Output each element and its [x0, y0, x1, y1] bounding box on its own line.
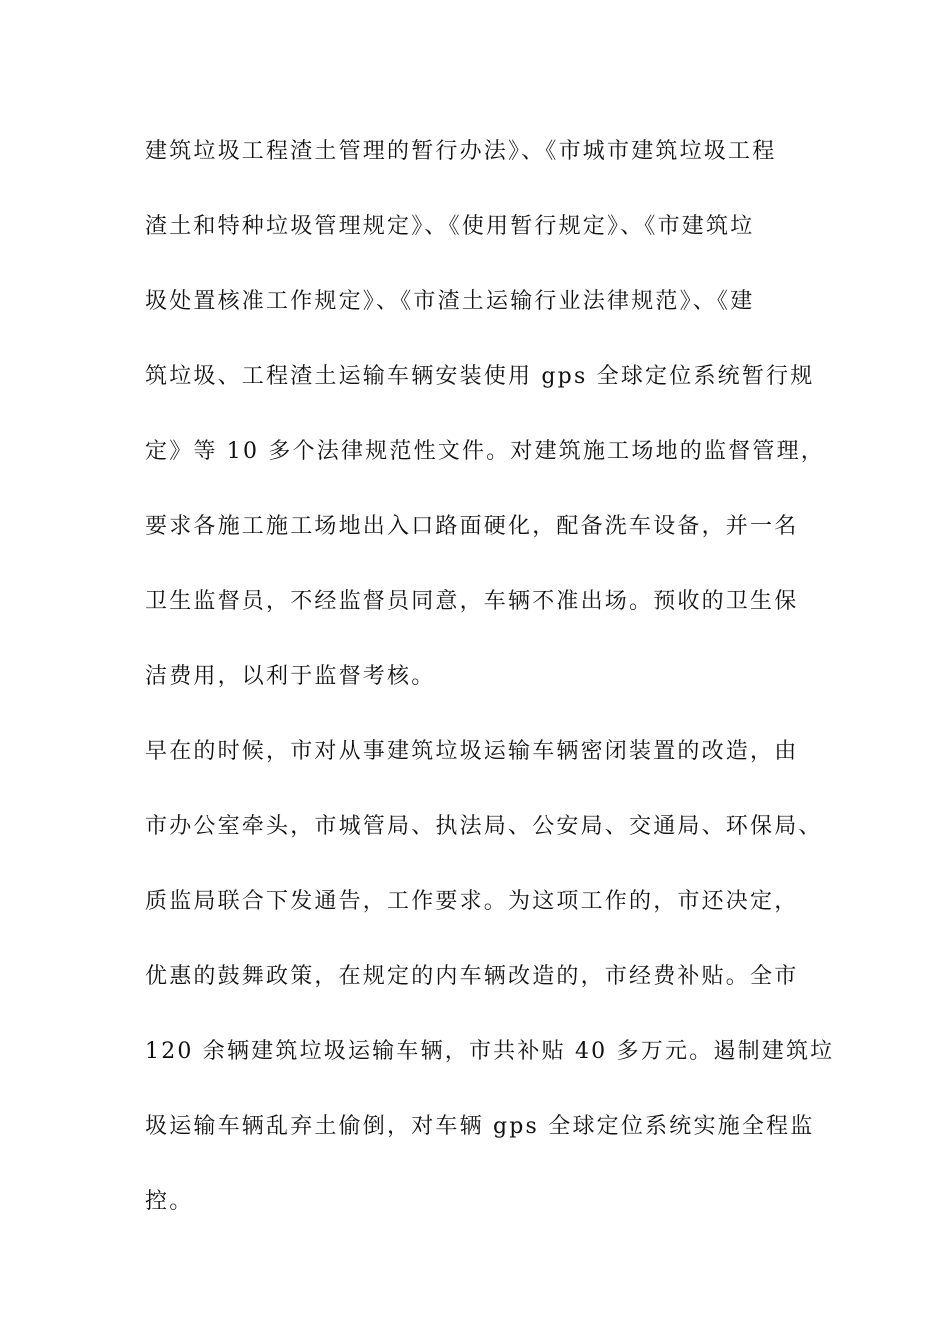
text-line: 建筑垃圾工程渣土管理的暂行办法》、《市城市建筑垃圾工程: [145, 139, 777, 164]
text-line: 渣土和特种垃圾管理规定》、《使用暂行规定》、《市建筑垃: [145, 214, 755, 239]
text-line: 早在的时候，市对从事建筑垃圾运输车辆密闭装置的改造，由: [145, 739, 799, 764]
text-line: 筑垃圾、工程渣土运输车辆安装使用 gps 全球定位系统暂行规: [145, 364, 815, 389]
text-line: 市办公室牵头，市城管局、执法局、公安局、交通局、环保局、: [145, 814, 823, 839]
text-line: 洁费用，以利于监督考核。: [145, 664, 436, 689]
text-line: 要求各施工施工场地出入口路面硬化，配备洗车设备，并一名: [145, 514, 799, 539]
text-line: 控。: [145, 1189, 194, 1214]
text-line: 圾运输车辆乱弃土偷倒，对车辆 gps 全球定位系统实施全程监: [145, 1114, 815, 1139]
text-line: 圾处置核准工作规定》、《市渣土运输行业法律规范》、《建: [145, 289, 755, 314]
text-line: 定》等 10 多个法律规范性文件。对建筑施工场地的监督管理，: [145, 439, 825, 464]
text-line: 优惠的鼓舞政策，在规定的内车辆改造的，市经费补贴。全市: [145, 964, 799, 989]
text-line: 卫生监督员，不经监督员同意，车辆不准出场。预收的卫生保: [145, 589, 799, 614]
text-line: 质监局联合下发通告，工作要求。为这项工作的，市还决定，: [145, 889, 799, 914]
text-line: 120 余辆建筑垃圾运输车辆，市共补贴 40 多万元。遏制建筑垃: [145, 1039, 835, 1064]
